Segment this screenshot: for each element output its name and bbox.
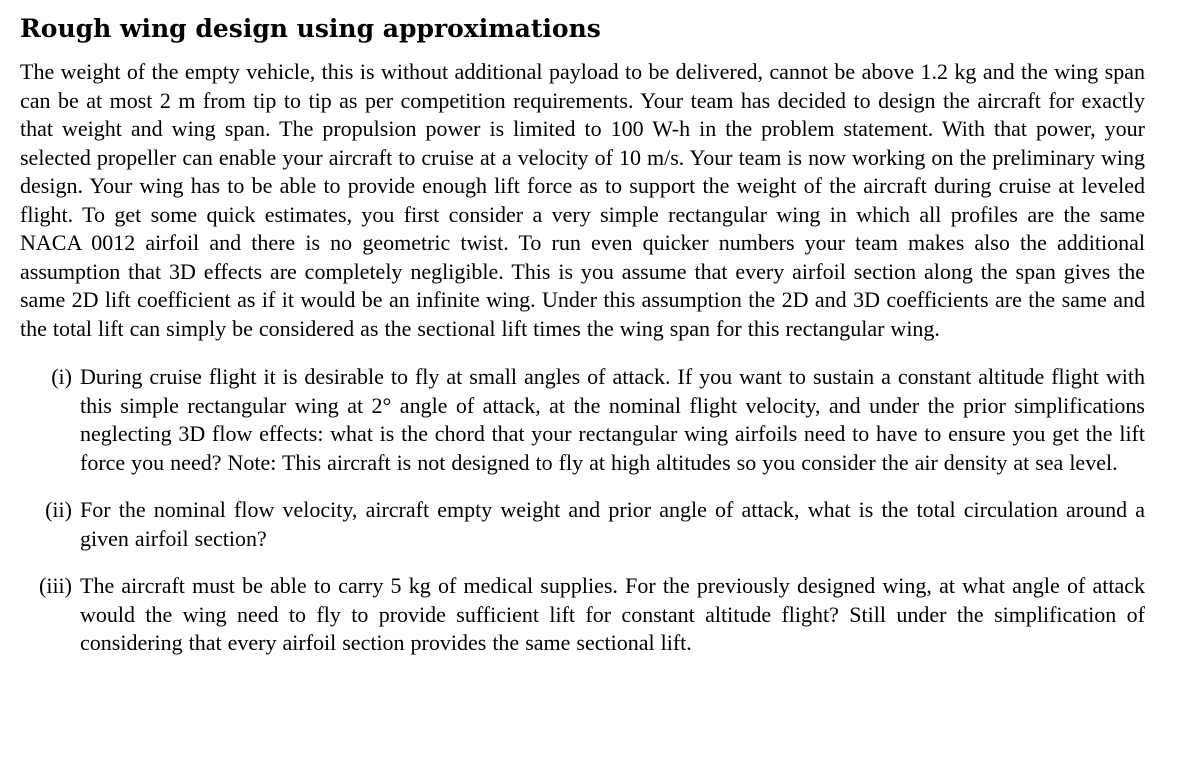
question-item-ii (20, 496, 1145, 553)
question-text: For the nominal flow velocity, aircraft empty weight and prior angle of attack, what is the total circulation around a given airfoil section? (80, 497, 1145, 551)
intro-paragraph: The weight of the empty vehicle, this is without additional payload to be delivered, cannot be above 1.2 kg and the wing span can be at most 2 m from tip to tip as per competition requirements. Your team has decided to design the aircraft for exactly that weight and wing span. The propulsion power is limited to 100 W-h in the problem statement. With that power, your selected propeller can enable your aircraft to cruise at a velocity of 10 m/s. Your team is now working on the preliminary wing design. Your wing has to be able to provide enough lift force as to support the weight of the aircraft during cruise at leveled flight. To get some quick estimates, you first consider a very simple rectangular wing in which all profiles are the same NACA 0012 airfoil and there is no geometric twist. To run even quicker numbers your team makes also the additional assumption that 3D effects are completely negligible. This is you assume that every airfoil section along the span gives the same 2D lift coefficient as if it would be an infinite wing. Under this assumption the 2D and 3D coefficients are the same and the total lift can simply be considered as the sectional lift times the wing span for this rectangular wing. (20, 59, 1145, 341)
question-number: (ii) (45, 497, 72, 522)
document-page (20, 0, 1145, 677)
question-list (20, 363, 1145, 658)
question-number: (iii) (39, 573, 72, 598)
question-item-iii (20, 572, 1145, 658)
question-item-i (20, 363, 1145, 477)
section-title: Rough wing design using approximations (20, 14, 601, 43)
question-number: (i) (51, 364, 72, 389)
question-text: The aircraft must be able to carry 5 kg of medical supplies. For the previously designed wing, at what angle of attack would the wing need to fly to provide sufficient lift for constant altitude flight? Still under the simplification of considering that every airfoil section provides the same sectional lift. (80, 573, 1145, 655)
question-text: During cruise flight it is desirable to fly at small angles of attack. If you want to sustain a constant altitude flight with this simple rectangular wing at 2° angle of attack, at the nominal flight velocity, and under the prior simplifications neglecting 3D flow effects: what is the chord that your rectangular wing airfoils need to have to ensure you get the lift force you need? Note: This aircraft is not designed to fly at high altitudes so you consider the air density at sea level. (80, 364, 1145, 475)
